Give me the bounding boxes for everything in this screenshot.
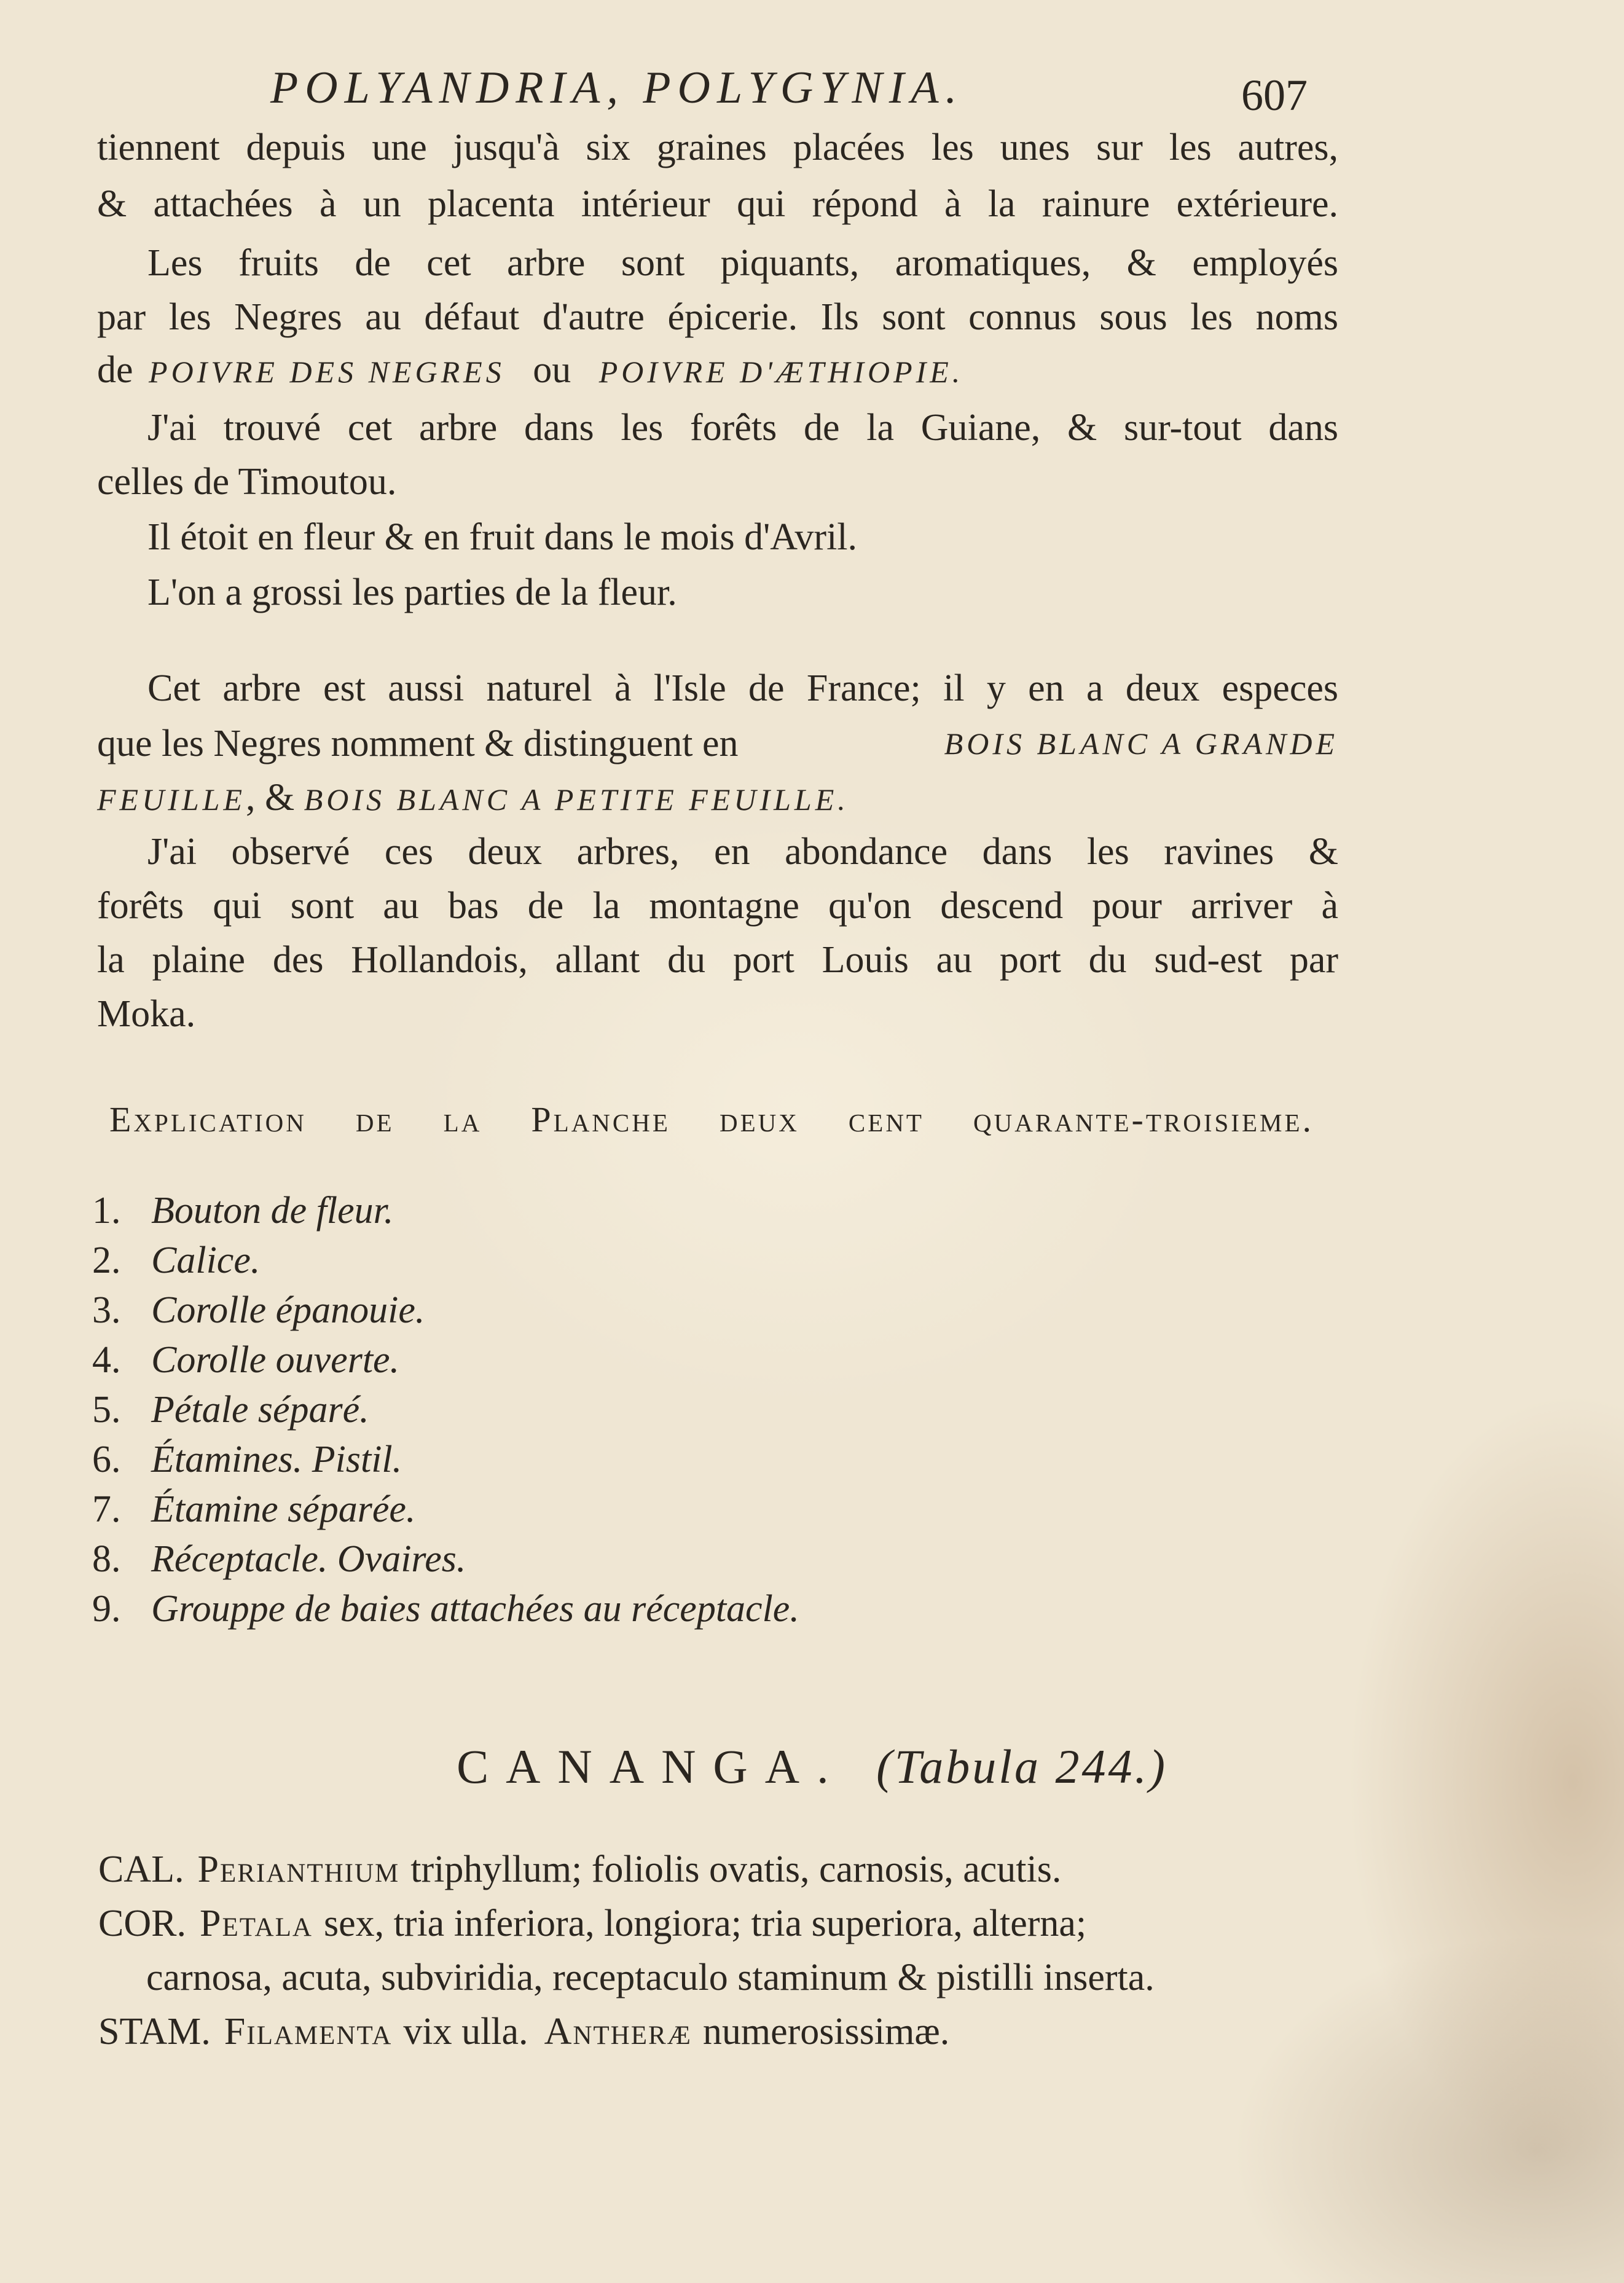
body-line-10: J'ai observé ces deux arbres, en abondance dans les ravines & xyxy=(147,831,1338,873)
genus-heading xyxy=(0,1736,1624,1798)
page-number: 607 xyxy=(1241,71,1308,120)
body-line-6: celles de Timoutou. xyxy=(97,461,397,503)
vernacular-names-line xyxy=(97,345,1338,396)
legend-item: 2. Calice. xyxy=(92,1240,261,1281)
bois-name-2: BOIS BLANC A PETITE FEUILLE. xyxy=(304,782,849,817)
corolla-line: COR. Petala sex, tria inferiora, longiora; tria superiora, alterna; xyxy=(98,1903,1087,1944)
genus-name: CANANGA. xyxy=(457,1740,846,1793)
body-line-13: Moka. xyxy=(97,993,196,1035)
calyx-line: CAL. Perianthium triphyllum; foliolis ovatis, carnosis, acutis. xyxy=(98,1849,1062,1890)
legend-item: 3. Corolle épanouie. xyxy=(92,1289,425,1331)
bois-name-1-part2: FEUILLE xyxy=(97,782,246,817)
legend-item: 4. Corolle ouverte. xyxy=(92,1339,400,1381)
corolla-continuation-line: carnosa, acuta, subviridia, receptaculo staminum & pistilli inserta. xyxy=(146,1957,1155,1998)
body-line-9: Cet arbre est aussi naturel à l'Isle de France; il y en a deux especes xyxy=(147,667,1338,709)
names-conjunction: ou xyxy=(533,349,571,391)
genus-plate-ref: (Tabula 244.) xyxy=(876,1740,1167,1793)
body-line-3: Les fruits de cet arbre sont piquants, aromatiques, & employés xyxy=(147,242,1338,284)
body-line-5: J'ai trouvé cet arbre dans les forêts de la Guiane, & sur-tout dans xyxy=(147,407,1338,449)
plate-explanation-heading: Explication de la Planche deux cent quarante-troisieme. xyxy=(109,1099,1314,1139)
body-line-2: & attachées à un placenta intérieur qui répond à la rainure extérieure. xyxy=(97,183,1338,225)
bois-intro-text: que les Negres nomment & distinguent en xyxy=(97,723,739,764)
body-line-4: par les Negres au défaut d'autre épicerie. Ils sont connus sous les noms xyxy=(97,296,1338,338)
body-line-12: la plaine des Hollandois, allant du port Louis au port du sud-est par xyxy=(97,939,1338,981)
legend-item: 6. Étamines. Pistil. xyxy=(92,1439,402,1480)
legend-item: 7. Étamine séparée. xyxy=(92,1488,416,1530)
body-line-11: forêts qui sont au bas de la montagne qu'on descend pour arriver à xyxy=(97,885,1338,927)
legend-item: 9. Grouppe de baies attachées au réceptacle. xyxy=(92,1588,799,1630)
bois-names-line-1 xyxy=(97,719,1338,768)
running-title: POLYANDRIA, POLYGYNIA. xyxy=(270,63,964,113)
plate-legend xyxy=(92,1186,799,1634)
names-prefix: de xyxy=(97,349,133,391)
stamen-line: STAM. Filamenta vix ulla. Antheræ numerosissimæ. xyxy=(98,2011,950,2053)
legend-item: 5. Pétale séparé. xyxy=(92,1389,369,1431)
bois-name-1-part1: BOIS BLANC A GRANDE xyxy=(944,726,1338,761)
body-line-8: L'on a grossi les parties de la fleur. xyxy=(147,572,677,613)
pepper-name-2: POIVRE D'ÆTHIOPIE. xyxy=(598,355,964,389)
body-line-7: Il étoit en fleur & en fruit dans le mois d'Avril. xyxy=(147,516,858,558)
pepper-name-1: POIVRE DES NEGRES xyxy=(149,355,505,389)
legend-item: 8. Réceptacle. Ovaires. xyxy=(92,1538,466,1580)
bois-conjunction: , & xyxy=(246,777,304,819)
legend-item: 1. Bouton de fleur. xyxy=(92,1190,394,1232)
bois-names-line-2 xyxy=(97,773,1338,824)
body-line-1: tiennent depuis une jusqu'à six graines placées les unes sur les autres, xyxy=(97,127,1338,168)
